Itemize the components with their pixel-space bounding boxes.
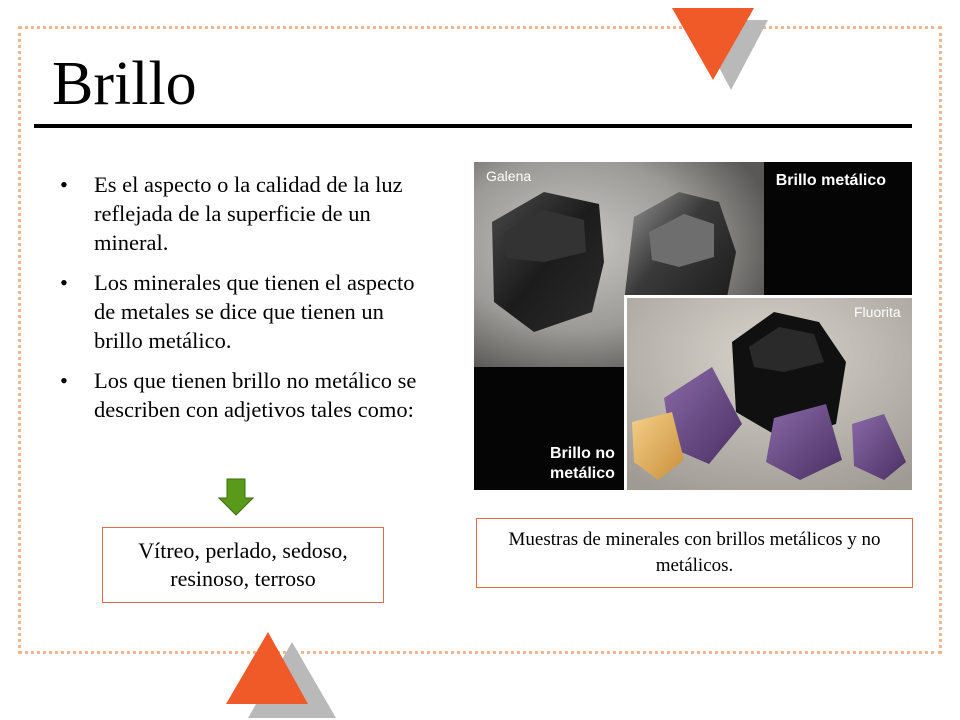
bullet-text: Los que tienen brillo no metálico se describen con adjetivos tales como: (94, 368, 417, 422)
mineral-photo (474, 162, 912, 490)
bullet-text: Los minerales que tienen el aspecto de metales se dice que tienen un brillo metálico. (94, 270, 415, 353)
photo-label-galena: Galena (486, 168, 532, 184)
arrow-down-icon (218, 478, 254, 516)
photo-label-nonmetallic-line2: metálico (550, 465, 615, 482)
photo-label-metallic: Brillo metálico (775, 172, 886, 189)
photo-label-nonmetallic (550, 444, 615, 484)
list-item (60, 170, 430, 257)
page-title: Brillo (52, 50, 197, 118)
photo-caption-box (476, 518, 913, 588)
bullet-text: Es el aspecto o la calidad de la luz reflejada de la superficie de un mineral. (94, 172, 403, 255)
title-divider (34, 124, 912, 128)
triangle-up-icon (222, 626, 340, 720)
mineral-photo-illustration (474, 162, 912, 490)
photo-label-fluorite: Fluorita (854, 304, 901, 320)
photo-caption: Muestras de minerales con brillos metálicos y no metálicos. (508, 529, 881, 576)
bullet-dot-icon: • (60, 368, 68, 393)
bullet-list (60, 170, 430, 435)
list-item (60, 268, 430, 355)
photo-label-nonmetallic-line1: Brillo no (550, 445, 615, 462)
bullet-dot-icon: • (60, 270, 68, 295)
adjectives-box (102, 527, 384, 603)
adjectives-text: Vítreo, perlado, sedoso, resinoso, terroso (138, 538, 348, 591)
list-item (60, 366, 430, 424)
bullet-dot-icon: • (60, 172, 68, 197)
triangle-down-icon (668, 4, 778, 104)
